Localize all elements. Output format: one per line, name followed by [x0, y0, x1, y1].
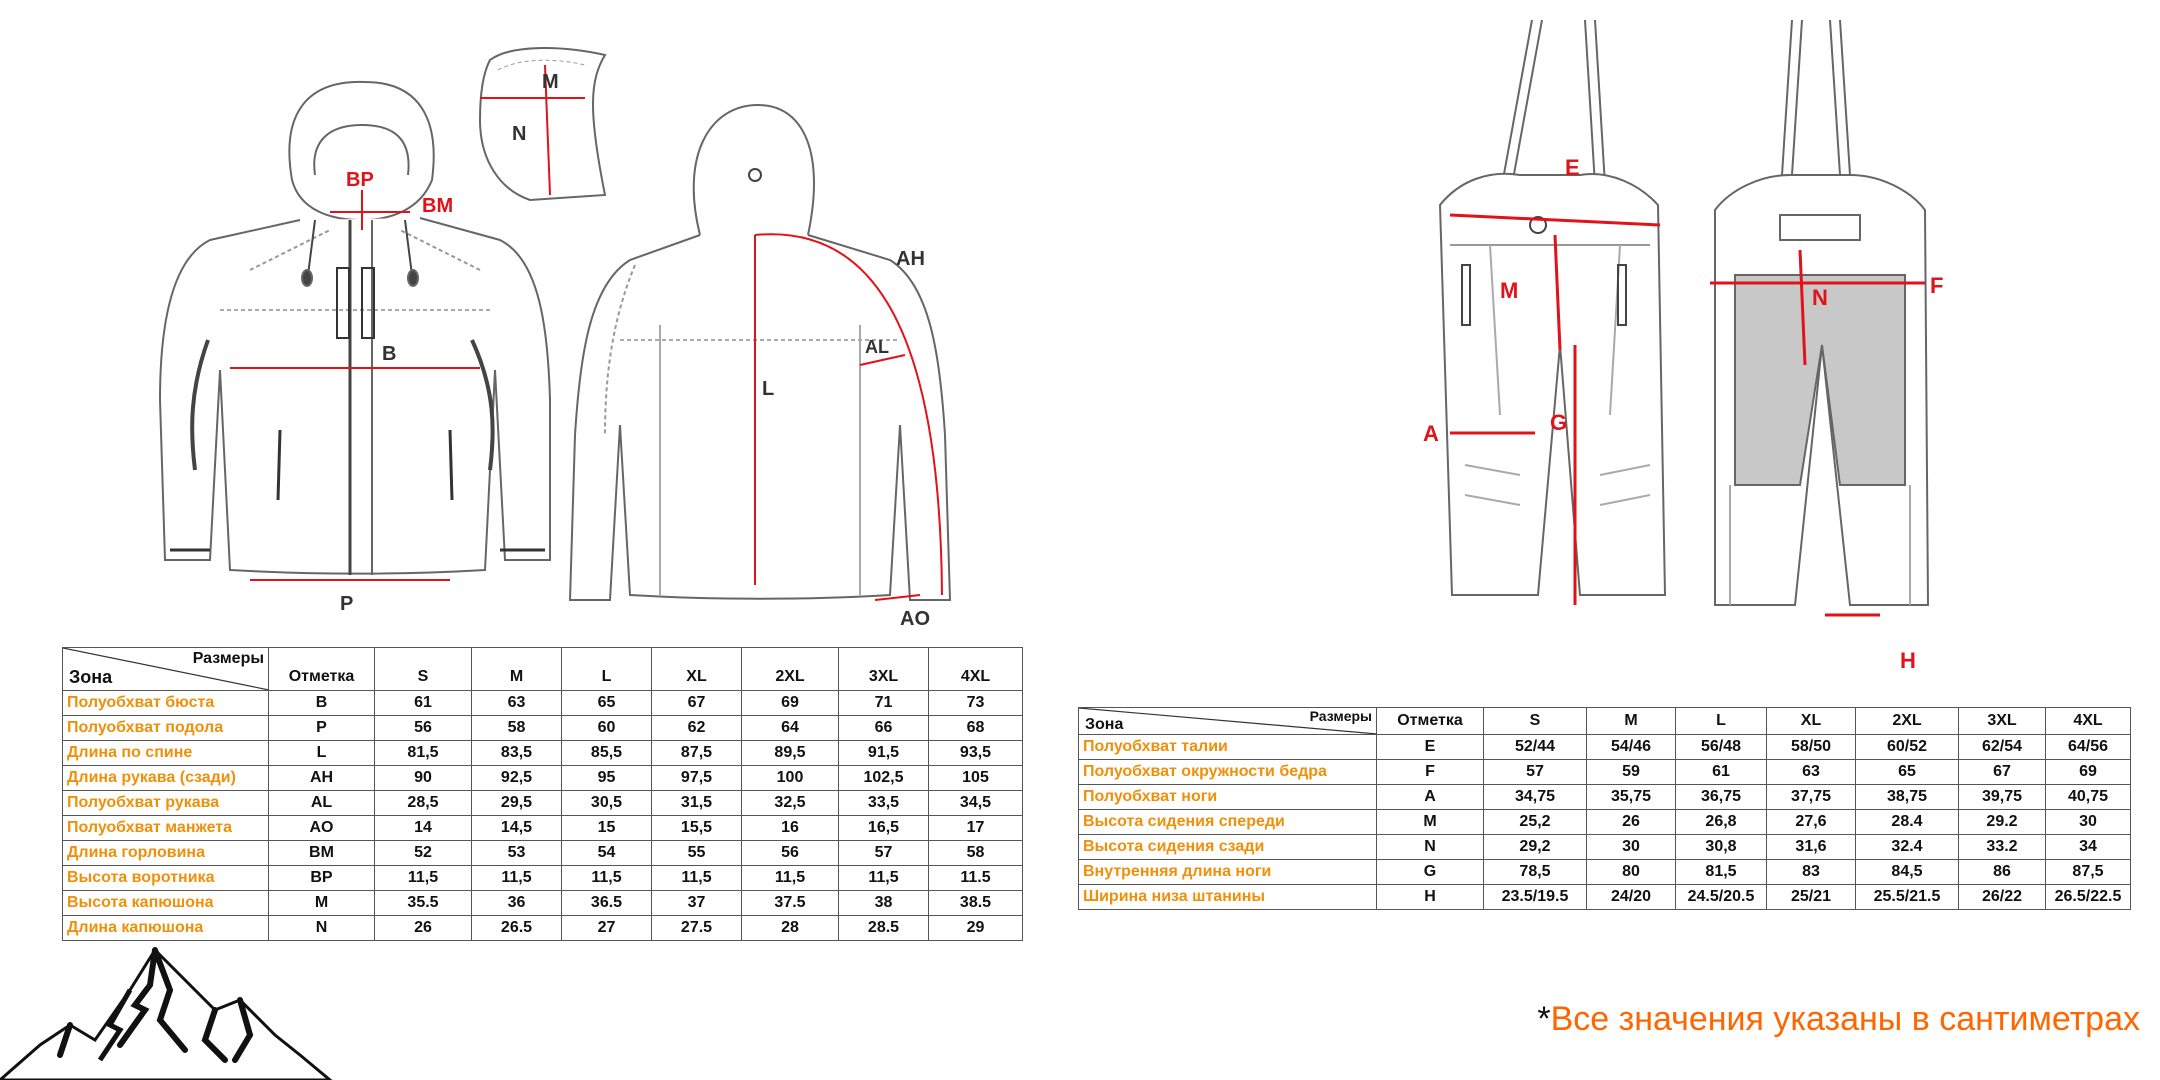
pants-value-cell: 80 — [1587, 860, 1676, 885]
jacket-table-row — [63, 791, 1023, 816]
pants-value-cell: 84,5 — [1856, 860, 1959, 885]
jacket-value-cell: 93,5 — [929, 741, 1023, 766]
pants-size-header: S — [1484, 708, 1587, 735]
pants-table-row — [1079, 810, 2131, 835]
jacket-back-drawing — [560, 95, 980, 635]
pants-mark-cell: F — [1377, 760, 1484, 785]
pants-back-drawing — [1700, 15, 1944, 675]
mountain-logo-icon — [0, 950, 380, 1080]
jacket-corner-zone: Зона — [69, 667, 113, 687]
pants-value-cell: 36,75 — [1676, 785, 1767, 810]
jacket-value-cell: 83,5 — [472, 741, 562, 766]
pants-value-cell: 61 — [1676, 760, 1767, 785]
jacket-zone-cell: Полуобхват подола — [63, 716, 269, 741]
jacket-corner-sizes: Размеры — [192, 650, 264, 667]
jacket-size-header: 4XL — [929, 648, 1023, 691]
jacket-value-cell: 102,5 — [839, 766, 929, 791]
pants-value-cell: 25,2 — [1484, 810, 1587, 835]
jacket-zone-cell: Полуобхват бюста — [63, 691, 269, 716]
jacket-table-row — [63, 866, 1023, 891]
jacket-value-cell: 71 — [839, 691, 929, 716]
label-bm: BM — [422, 195, 454, 217]
jacket-value-cell: 89,5 — [742, 741, 839, 766]
jacket-zone-cell: Длина рукава (сзади) — [63, 766, 269, 791]
pants-table-row — [1079, 885, 2131, 910]
jacket-zone-cell: Длина по спине — [63, 741, 269, 766]
jacket-size-header: XL — [652, 648, 742, 691]
jacket-value-cell: 56 — [742, 841, 839, 866]
jacket-table-row — [63, 691, 1023, 716]
pants-mark-cell: G — [1377, 860, 1484, 885]
jacket-value-cell: 68 — [929, 716, 1023, 741]
pants-value-cell: 40,75 — [2046, 785, 2131, 810]
pants-zone-cell: Ширина низа штанины — [1079, 885, 1377, 910]
label-ah: AH — [896, 248, 925, 270]
pants-value-cell: 38,75 — [1856, 785, 1959, 810]
jacket-mark-cell: P — [269, 716, 375, 741]
jacket-value-cell: 61 — [375, 691, 472, 716]
pants-value-cell: 25/21 — [1767, 885, 1856, 910]
pants-value-cell: 59 — [1587, 760, 1676, 785]
jacket-size-header: M — [472, 648, 562, 691]
jacket-value-cell: 28 — [742, 916, 839, 941]
jacket-table-row — [63, 816, 1023, 841]
units-footnote — [1537, 1000, 2140, 1039]
jacket-value-cell: 11,5 — [375, 866, 472, 891]
label-pants-m: M — [1500, 278, 1519, 303]
pants-corner-zone: Зона — [1085, 716, 1124, 733]
jacket-value-cell: 26 — [375, 916, 472, 941]
pants-value-cell: 69 — [2046, 760, 2131, 785]
pants-front-drawing — [1420, 15, 1670, 615]
jacket-value-cell: 11,5 — [742, 866, 839, 891]
jacket-zone-cell: Длина капюшона — [63, 916, 269, 941]
jacket-value-cell: 54 — [562, 841, 652, 866]
pants-zone-cell: Полуобхват окружности бедра — [1079, 760, 1377, 785]
jacket-mark-cell: B — [269, 691, 375, 716]
pants-mark-cell: M — [1377, 810, 1484, 835]
pants-corner-header — [1079, 708, 1377, 735]
pants-value-cell: 28.4 — [1856, 810, 1959, 835]
jacket-value-cell: 91,5 — [839, 741, 929, 766]
label-al: AL — [865, 337, 889, 357]
label-l: L — [762, 378, 775, 400]
jacket-corner-header — [63, 648, 269, 691]
jacket-mark-cell: AL — [269, 791, 375, 816]
pants-value-cell: 78,5 — [1484, 860, 1587, 885]
pants-size-table — [1078, 707, 2131, 910]
pants-value-cell: 30 — [1587, 835, 1676, 860]
jacket-value-cell: 64 — [742, 716, 839, 741]
jacket-value-cell: 37 — [652, 891, 742, 916]
pants-zone-cell: Внутренняя длина ноги — [1079, 860, 1377, 885]
pants-value-cell: 23.5/19.5 — [1484, 885, 1587, 910]
jacket-value-cell: 11,5 — [562, 866, 652, 891]
footnote-text: Все значения указаны в сантиметрах — [1550, 1000, 2140, 1038]
jacket-table-row — [63, 916, 1023, 941]
label-pants-f: F — [1930, 273, 1944, 298]
pants-value-cell: 30 — [2046, 810, 2131, 835]
jacket-value-cell: 67 — [652, 691, 742, 716]
jacket-value-cell: 53 — [472, 841, 562, 866]
jacket-value-cell: 100 — [742, 766, 839, 791]
pants-value-cell: 34 — [2046, 835, 2131, 860]
pants-value-cell: 39,75 — [1959, 785, 2046, 810]
pants-value-cell: 33.2 — [1959, 835, 2046, 860]
jacket-value-cell: 15,5 — [652, 816, 742, 841]
pants-zone-cell: Высота сидения сзади — [1079, 835, 1377, 860]
jacket-value-cell: 36 — [472, 891, 562, 916]
jacket-zone-cell: Высота капюшона — [63, 891, 269, 916]
jacket-value-cell: 58 — [472, 716, 562, 741]
pants-zone-cell: Высота сидения спереди — [1079, 810, 1377, 835]
jacket-table-body — [63, 691, 1023, 941]
jacket-value-cell: 87,5 — [652, 741, 742, 766]
pants-value-cell: 87,5 — [2046, 860, 2131, 885]
pants-table-row — [1079, 760, 2131, 785]
label-pants-n: N — [1812, 285, 1828, 310]
jacket-value-cell: 97,5 — [652, 766, 742, 791]
pants-mark-cell: E — [1377, 735, 1484, 760]
pants-size-header: 4XL — [2046, 708, 2131, 735]
pants-value-cell: 65 — [1856, 760, 1959, 785]
jacket-value-cell: 29 — [929, 916, 1023, 941]
jacket-value-cell: 58 — [929, 841, 1023, 866]
jacket-value-cell: 29,5 — [472, 791, 562, 816]
pants-value-cell: 35,75 — [1587, 785, 1676, 810]
label-pants-e: E — [1565, 155, 1580, 180]
label-pants-g: G — [1550, 410, 1568, 435]
pants-table-body — [1079, 735, 2131, 910]
jacket-value-cell: 90 — [375, 766, 472, 791]
jacket-value-cell: 38.5 — [929, 891, 1023, 916]
pants-mark-header: Отметка — [1377, 708, 1484, 735]
jacket-value-cell: 66 — [839, 716, 929, 741]
jacket-zone-cell: Высота воротника — [63, 866, 269, 891]
jacket-size-header: L — [562, 648, 652, 691]
label-hood-n: N — [512, 123, 527, 145]
label-bp: BP — [346, 169, 374, 191]
jacket-table-row — [63, 766, 1023, 791]
jacket-value-cell: 26.5 — [472, 916, 562, 941]
footnote-star: * — [1537, 1000, 1551, 1038]
label-p: P — [340, 593, 354, 615]
jacket-value-cell: 92,5 — [472, 766, 562, 791]
jacket-mark-cell: AH — [269, 766, 375, 791]
pants-table-row — [1079, 860, 2131, 885]
pants-value-cell: 81,5 — [1676, 860, 1767, 885]
pants-mark-cell: N — [1377, 835, 1484, 860]
pants-mark-cell: A — [1377, 785, 1484, 810]
jacket-zone-cell: Длина горловина — [63, 841, 269, 866]
pants-zone-cell: Полуобхват талии — [1079, 735, 1377, 760]
pants-size-header: L — [1676, 708, 1767, 735]
jacket-value-cell: 27 — [562, 916, 652, 941]
pants-value-cell: 83 — [1767, 860, 1856, 885]
jacket-value-cell: 56 — [375, 716, 472, 741]
label-b: B — [382, 343, 397, 365]
pants-value-cell: 26 — [1587, 810, 1676, 835]
jacket-value-cell: 14,5 — [472, 816, 562, 841]
jacket-value-cell: 32,5 — [742, 791, 839, 816]
pants-size-header: 2XL — [1856, 708, 1959, 735]
pants-value-cell: 34,75 — [1484, 785, 1587, 810]
pants-value-cell: 57 — [1484, 760, 1587, 785]
jacket-table-row — [63, 841, 1023, 866]
jacket-value-cell: 17 — [929, 816, 1023, 841]
jacket-value-cell: 28.5 — [839, 916, 929, 941]
jacket-value-cell: 73 — [929, 691, 1023, 716]
jacket-value-cell: 52 — [375, 841, 472, 866]
pants-value-cell: 27,6 — [1767, 810, 1856, 835]
label-pants-a: A — [1423, 421, 1439, 446]
jacket-value-cell: 16,5 — [839, 816, 929, 841]
jacket-mark-cell: BP — [269, 866, 375, 891]
jacket-value-cell: 15 — [562, 816, 652, 841]
jacket-value-cell: 55 — [652, 841, 742, 866]
jacket-table-row — [63, 891, 1023, 916]
jacket-value-cell: 35.5 — [375, 891, 472, 916]
jacket-value-cell: 81,5 — [375, 741, 472, 766]
jacket-table-row — [63, 716, 1023, 741]
jacket-value-cell: 30,5 — [562, 791, 652, 816]
pants-zone-cell: Полуобхват ноги — [1079, 785, 1377, 810]
pants-value-cell: 30,8 — [1676, 835, 1767, 860]
pants-size-header: XL — [1767, 708, 1856, 735]
pants-size-header: M — [1587, 708, 1676, 735]
label-ao: AO — [900, 608, 930, 630]
jacket-mark-cell: M — [269, 891, 375, 916]
pants-value-cell: 52/44 — [1484, 735, 1587, 760]
jacket-value-cell: 105 — [929, 766, 1023, 791]
pants-value-cell: 58/50 — [1767, 735, 1856, 760]
pants-value-cell: 37,75 — [1767, 785, 1856, 810]
jacket-value-cell: 62 — [652, 716, 742, 741]
label-pants-h: H — [1900, 648, 1916, 673]
jacket-value-cell: 11.5 — [929, 866, 1023, 891]
jacket-mark-cell: N — [269, 916, 375, 941]
pants-table-row — [1079, 785, 2131, 810]
jacket-mark-header: Отметка — [269, 648, 375, 691]
jacket-value-cell: 60 — [562, 716, 652, 741]
jacket-value-cell: 36.5 — [562, 891, 652, 916]
pants-value-cell: 63 — [1767, 760, 1856, 785]
jacket-value-cell: 31,5 — [652, 791, 742, 816]
pants-value-cell: 62/54 — [1959, 735, 2046, 760]
jacket-value-cell: 11,5 — [652, 866, 742, 891]
pants-value-cell: 29,2 — [1484, 835, 1587, 860]
pants-value-cell: 67 — [1959, 760, 2046, 785]
pants-size-header: 3XL — [1959, 708, 2046, 735]
pants-corner-sizes: Размеры — [1309, 708, 1372, 724]
jacket-zone-cell: Полуобхват манжета — [63, 816, 269, 841]
jacket-value-cell: 38 — [839, 891, 929, 916]
jacket-mark-cell: AO — [269, 816, 375, 841]
jacket-value-cell: 14 — [375, 816, 472, 841]
jacket-value-cell: 27.5 — [652, 916, 742, 941]
jacket-value-cell: 57 — [839, 841, 929, 866]
pants-value-cell: 54/46 — [1587, 735, 1676, 760]
pants-value-cell: 24/20 — [1587, 885, 1676, 910]
jacket-value-cell: 16 — [742, 816, 839, 841]
pants-value-cell: 26,8 — [1676, 810, 1767, 835]
jacket-value-cell: 63 — [472, 691, 562, 716]
jacket-table-row — [63, 741, 1023, 766]
jacket-size-header: S — [375, 648, 472, 691]
jacket-value-cell: 37.5 — [742, 891, 839, 916]
jacket-value-cell: 95 — [562, 766, 652, 791]
jacket-value-cell: 11,5 — [472, 866, 562, 891]
pants-value-cell: 32.4 — [1856, 835, 1959, 860]
pants-value-cell: 86 — [1959, 860, 2046, 885]
jacket-size-table — [62, 647, 1023, 941]
jacket-value-cell: 65 — [562, 691, 652, 716]
jacket-size-header: 2XL — [742, 648, 839, 691]
pants-value-cell: 26/22 — [1959, 885, 2046, 910]
pants-value-cell: 60/52 — [1856, 735, 1959, 760]
jacket-size-header: 3XL — [839, 648, 929, 691]
pants-table-row — [1079, 835, 2131, 860]
label-hood-m: M — [542, 71, 559, 93]
pants-value-cell: 56/48 — [1676, 735, 1767, 760]
jacket-value-cell: 28,5 — [375, 791, 472, 816]
jacket-value-cell: 33,5 — [839, 791, 929, 816]
pants-table-row — [1079, 735, 2131, 760]
jacket-mark-cell: L — [269, 741, 375, 766]
pants-value-cell: 26.5/22.5 — [2046, 885, 2131, 910]
jacket-value-cell: 34,5 — [929, 791, 1023, 816]
jacket-zone-cell: Полуобхват рукава — [63, 791, 269, 816]
jacket-mark-cell: BM — [269, 841, 375, 866]
jacket-value-cell: 11,5 — [839, 866, 929, 891]
pants-value-cell: 25.5/21.5 — [1856, 885, 1959, 910]
pants-value-cell: 64/56 — [2046, 735, 2131, 760]
pants-value-cell: 29.2 — [1959, 810, 2046, 835]
pants-value-cell: 31,6 — [1767, 835, 1856, 860]
pants-value-cell: 24.5/20.5 — [1676, 885, 1767, 910]
jacket-value-cell: 85,5 — [562, 741, 652, 766]
pants-mark-cell: H — [1377, 885, 1484, 910]
jacket-value-cell: 69 — [742, 691, 839, 716]
